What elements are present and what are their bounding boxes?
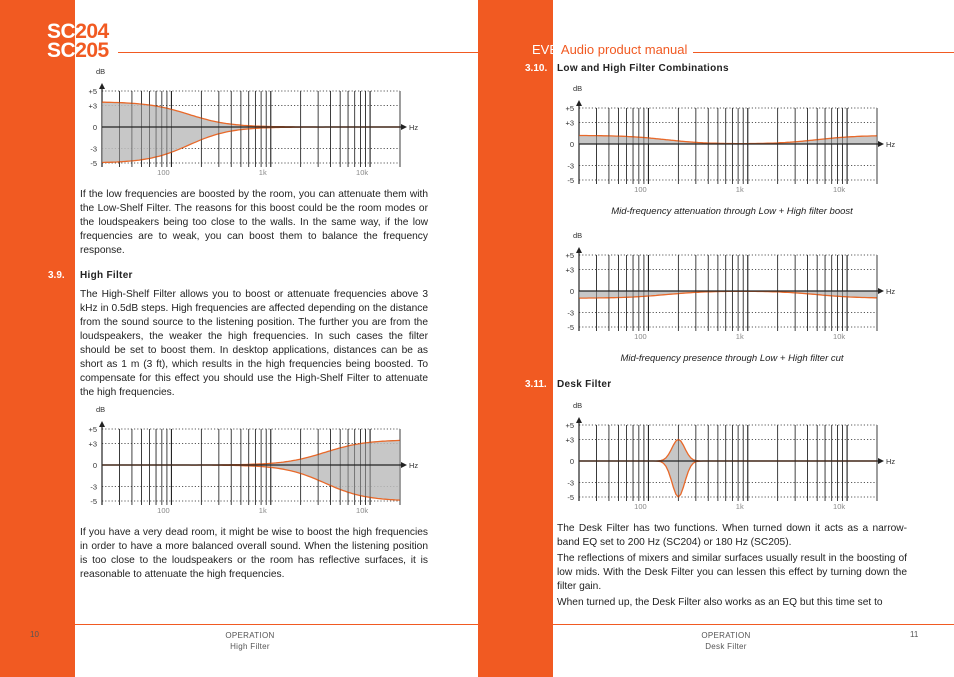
page-number-left: 10: [30, 630, 39, 639]
y-tick-label: 0: [92, 461, 97, 470]
x-axis-arrow: [878, 141, 884, 147]
x-tick-label: 1k: [735, 502, 744, 511]
response-curve: [579, 439, 877, 461]
footer-right: OPERATION Desk Filter: [701, 631, 751, 651]
low-high-boost-graph: [557, 77, 897, 202]
center-band: [478, 0, 553, 677]
y-tick-label: -5: [567, 176, 574, 185]
x-tick-label: 10k: [833, 185, 846, 194]
y-axis-arrow: [576, 417, 582, 423]
y-tick-label: -5: [567, 323, 574, 332]
hz-unit-label: Hz: [409, 123, 419, 132]
manual-title: EVE Audio product manual: [532, 42, 688, 57]
left-paragraph-3: If you have a very dead room, it might be wise to boost the high frequencies in order to have a more balanced overall sound. When the listening position is too close to the loudspeakers or the room has reflective surfaces, it is reasonable to attenuate the high frequencies.: [80, 527, 428, 580]
db-unit-label: dB: [573, 231, 583, 240]
y-tick-label: -3: [90, 144, 97, 154]
x-tick-label: 100: [634, 502, 647, 511]
y-axis-arrow: [99, 83, 105, 89]
y-tick-label: +3: [565, 435, 574, 445]
x-tick-label: 100: [634, 332, 647, 341]
high-shelf-graph: [80, 398, 420, 523]
right-paragraph-1: The Desk Filter has two functions. When turned down it acts as a narrow-band EQ set to 200 Hz (SC204) or 180 Hz (SC205).: [557, 523, 907, 548]
y-tick-label: +5: [565, 104, 574, 113]
page-number-right: 11: [910, 630, 919, 639]
section-number: 3.11.: [525, 379, 547, 390]
footer-rule-right: [553, 624, 954, 625]
y-tick-label: +5: [88, 87, 97, 96]
header-rule-right: [693, 52, 954, 53]
x-axis-arrow: [878, 288, 884, 294]
hz-unit-label: Hz: [886, 287, 896, 296]
y-tick-label: -5: [90, 159, 97, 168]
y-tick-label: -3: [567, 161, 574, 171]
figure-caption: Mid-frequency presence through Low + High filter cut: [620, 353, 844, 364]
section-number: 3.10.: [525, 63, 548, 74]
y-tick-label: 0: [569, 287, 574, 296]
x-tick-label: 10k: [356, 168, 369, 177]
desk-filter-graph: [557, 394, 897, 519]
section-title: Low and High Filter Combinations: [557, 63, 729, 74]
x-tick-label: 10k: [833, 332, 846, 341]
y-tick-label: +3: [565, 118, 574, 128]
y-axis-arrow: [576, 247, 582, 253]
y-tick-label: +3: [565, 265, 574, 275]
x-axis-arrow: [401, 124, 407, 130]
left-margin-band: [0, 0, 75, 677]
model-title: SC204 SC205: [47, 20, 109, 62]
x-tick-label: 100: [157, 506, 170, 515]
y-tick-label: 0: [569, 457, 574, 466]
y-tick-label: 0: [569, 140, 574, 149]
left-paragraph-1: If the low frequencies are boosted by the room, you can attenuate them with the Low-Shelf Filter. The reasons for this boost could be the room modes or the loudspeakers being too close to the walls. In the same way, if the low frequencies are to weak, you can boost them to balance the frequency response.: [80, 189, 428, 256]
db-unit-label: dB: [96, 67, 106, 76]
response-fill: [102, 127, 400, 163]
y-tick-label: +5: [565, 421, 574, 430]
db-unit-label: dB: [573, 401, 583, 410]
y-axis-arrow: [576, 100, 582, 106]
section-title: Desk Filter: [557, 379, 612, 390]
x-tick-label: 10k: [356, 506, 369, 515]
y-tick-label: +3: [88, 439, 97, 449]
section-number: 3.9.: [48, 270, 65, 281]
x-tick-label: 10k: [833, 502, 846, 511]
hz-unit-label: Hz: [409, 461, 419, 470]
right-paragraph-3: When turned up, the Desk Filter also works as an EQ but this time set to: [557, 597, 883, 608]
x-tick-label: 100: [157, 168, 170, 177]
x-tick-label: 100: [634, 185, 647, 194]
y-tick-label: 0: [92, 123, 97, 132]
x-axis-arrow: [401, 462, 407, 468]
y-tick-label: +5: [88, 425, 97, 434]
x-tick-label: 1k: [735, 332, 744, 341]
y-tick-label: -5: [567, 493, 574, 502]
y-tick-label: +3: [88, 101, 97, 111]
low-high-cut-graph: [557, 224, 897, 349]
y-axis-arrow: [99, 421, 105, 427]
response-fill: [579, 439, 877, 461]
y-tick-label: -3: [567, 308, 574, 318]
figure-caption: Mid-frequency attenuation through Low + High filter boost: [611, 206, 853, 217]
db-unit-label: dB: [573, 84, 583, 93]
response-fill: [579, 461, 877, 497]
response-fill: [102, 102, 400, 127]
header-rule-left: [118, 52, 478, 53]
hz-unit-label: Hz: [886, 140, 896, 149]
y-tick-label: +5: [565, 251, 574, 260]
right-paragraph-2: The reflections of mixers and similar surfaces usually result in the boosting of low mids. With the Desk Filter you can lessen this effect by turning down the filter gain.: [557, 553, 907, 592]
hz-unit-label: Hz: [886, 457, 896, 466]
x-tick-label: 1k: [258, 168, 267, 177]
x-tick-label: 1k: [735, 185, 744, 194]
low-shelf-graph: [80, 60, 420, 185]
footer-left: OPERATION High Filter: [225, 631, 275, 651]
y-tick-label: -5: [90, 497, 97, 506]
y-tick-label: -3: [90, 482, 97, 492]
x-tick-label: 1k: [258, 506, 267, 515]
db-unit-label: dB: [96, 405, 106, 414]
footer-rule-left: [0, 624, 478, 625]
y-tick-label: -3: [567, 478, 574, 488]
left-paragraph-2: The High-Shelf Filter allows you to boost or attenuate frequencies above 3 kHz in 0.5dB steps. High frequencies are affected depending on the distance from the sound source to the listening position. The further you are from the loudspeakers, the weaker the high frequencies. In such cases the filter should be set to boost them. In desktop applications, distances can be as short as 1 m (3 ft), which results in the high frequencies being boosted. To compensate for this effect you should use the High-Shelf Filter to attenuate the high frequencies.: [80, 289, 428, 398]
section-title: High Filter: [80, 270, 133, 281]
x-axis-arrow: [878, 458, 884, 464]
response-curve: [579, 461, 877, 497]
